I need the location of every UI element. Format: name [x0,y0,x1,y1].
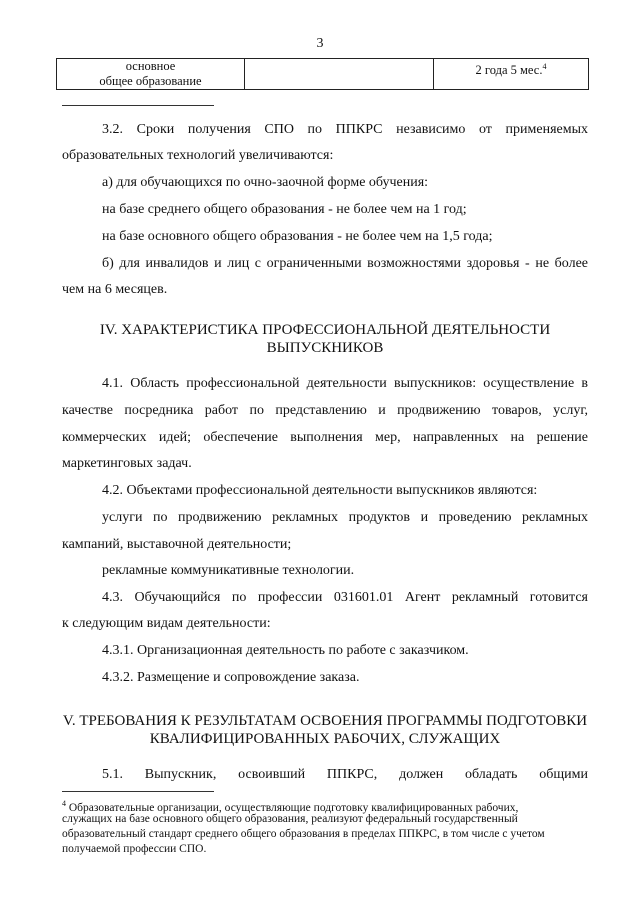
paragraph-4-3-2: 4.3.2. Размещение и сопровождение заказа. [102,670,360,685]
paragraph-4-2-item-1: услуги по продвижению рекламных продуктов и проведению рекламных [102,510,588,525]
paragraph-3-2-a-1: на базе среднего общего образования - не более чем на 1 год; [102,202,467,217]
paragraph-4-2-item-2: рекламные коммуникативные технологии. [102,563,355,578]
separator-line [62,105,214,106]
table-cell-text: общее образование [99,74,202,88]
section-heading-5: V. ТРЕБОВАНИЯ К РЕЗУЛЬТАТАМ ОСВОЕНИЯ ПРОГРАММЫ ПОДГОТОВКИ [62,713,588,729]
paragraph-4-2-item-1: кампаний, выставочной деятельности; [62,537,292,552]
footnote-line: образовательный стандарт среднего общего образования в пределах ППКРС, в том числе с учетом [62,828,545,840]
section-heading-4: IV. ХАРАКТЕРИСТИКА ПРОФЕССИОНАЛЬНОЙ ДЕЯТЕЛЬНОСТИ [99,322,551,338]
paragraph-4-1: коммерческих идей; обеспечение выполнения мер, направленных на решение [62,430,588,445]
section-heading-4: ВЫПУСКНИКОВ [266,340,384,356]
page-number: 3 [316,36,324,51]
paragraph-4-3: 4.3. Обучающийся по профессии 031601.01 Агент рекламный готовится [102,590,588,605]
footnote-ref: 4 [542,62,547,71]
table-cell-duration [434,59,589,90]
footnote-line: получаемой профессии СПО. [62,843,207,855]
paragraph-3-2-b: чем на 6 месяцев. [62,282,168,297]
paragraph-3-2: образовательных технологий увеличиваются: [62,148,334,163]
table-cell-education-level [57,59,245,90]
paragraph-4-3: к следующим видам деятельности: [62,616,271,631]
paragraph-4-3-1: 4.3.1. Организационная деятельность по работе с заказчиком. [102,643,469,658]
table-cell-empty [245,59,434,90]
footnote-text: Образовательные организации, осуществляющие подготовку квалифицированных рабочих, [66,801,519,814]
paragraph-4-2: 4.2. Объектами профессиональной деятельности выпускников являются: [102,483,538,498]
paragraph-4-1: 4.1. Область профессиональной деятельности выпускников: осуществление в [102,376,588,391]
paragraph-5-1: 5.1. Выпускник, освоивший ППКРС, должен обладать общими [102,767,588,782]
paragraph-3-2-a-2: на базе основного общего образования - не более чем на 1,5 года; [102,229,493,244]
footnote-separator [62,791,214,792]
paragraph-3-2-a: а) для обучающихся по очно-заочной форме обучения: [102,175,429,190]
paragraph-4-1: качестве посредника работ по представлению и продвижению товаров, услуг, [62,403,588,418]
table-cell-text: основное [125,59,176,73]
paragraph-3-2: 3.2. Сроки получения СПО по ППКРС независимо от применяемых [102,122,588,137]
paragraph-4-1: маркетинговых задач. [62,456,192,471]
footnote-mark: 4 [62,799,66,808]
paragraph-3-2-b: б) для инвалидов и лиц с ограниченными возможностями здоровья - не более [102,256,588,271]
section-heading-5: КВАЛИФИЦИРОВАННЫХ РАБОЧИХ, СЛУЖАЩИХ [149,731,501,747]
table-row [57,59,589,90]
duration-table [56,58,589,90]
duration-value: 2 года 5 мес. [475,63,543,78]
footnote-line: служащих на базе основного общего образования, реализуют федеральный государственный [62,813,518,825]
